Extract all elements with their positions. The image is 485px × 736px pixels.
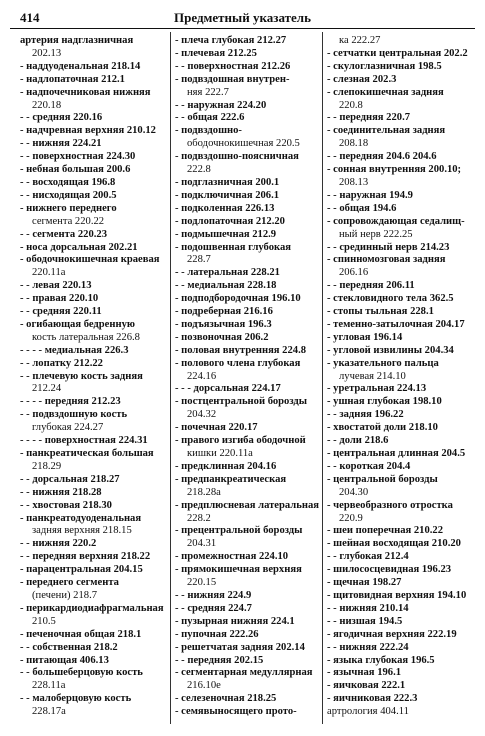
index-entry: - спинномозговая задняя bbox=[327, 254, 446, 266]
index-entry: - сегментарная медуллярная bbox=[175, 667, 313, 679]
index-entry: - - поверхностная 224.30 bbox=[20, 151, 136, 163]
index-entry: - - - - передняя 212.23 bbox=[20, 396, 121, 408]
index-entry: - яичниковая 222.3 bbox=[327, 693, 418, 705]
index-entry: 212.24 bbox=[32, 383, 62, 395]
index-entry: - языка глубокая 196.5 bbox=[327, 654, 435, 666]
index-column-3 bbox=[327, 35, 482, 719]
header-rule bbox=[10, 28, 475, 29]
index-entry: - - общая 222.6 bbox=[175, 112, 245, 124]
page-header bbox=[10, 8, 475, 28]
index-entry: - червеобразного отростка bbox=[327, 499, 453, 511]
index-entry: - шеи поперечная 210.22 bbox=[327, 525, 443, 537]
index-entry: - - - - медиальная 226.3 bbox=[20, 344, 129, 356]
index-entry: - - доли 218.6 bbox=[327, 435, 389, 447]
index-entry: - подключичная 206.1 bbox=[175, 189, 280, 201]
index-entry: - носа дорсальная 202.21 bbox=[20, 241, 138, 253]
index-entry: - питающая 406.13 bbox=[20, 654, 109, 666]
index-entry: лучевая 214.10 bbox=[339, 370, 406, 382]
index-entry: - теменно-затылочная 204.17 bbox=[327, 318, 465, 330]
index-entry: - центральной борозды bbox=[327, 473, 438, 485]
index-entry: - предплюсневая латеральная bbox=[175, 499, 319, 511]
index-entry: - щитовидная верхняя 194.10 bbox=[327, 589, 467, 601]
index-column-2 bbox=[175, 35, 325, 719]
index-entry: - - правая 220.10 bbox=[20, 293, 99, 305]
index-entry: - - средняя 220.16 bbox=[20, 112, 103, 124]
index-column-1 bbox=[20, 35, 168, 719]
index-entry: 228.7 bbox=[187, 254, 211, 266]
index-entry: ка 222.27 bbox=[339, 35, 381, 46]
index-entry: - - подвздошную кость bbox=[20, 409, 128, 421]
index-entry: 218.29 bbox=[32, 460, 62, 472]
index-entry: - ободочнокишечная краевая bbox=[20, 254, 160, 266]
index-entry: 204.31 bbox=[187, 538, 217, 550]
index-entry: - подподбородочная 196.10 bbox=[175, 293, 301, 305]
index-entry: - - общая 194.6 bbox=[327, 202, 397, 214]
index-entry: - - передняя 204.6 204.6 bbox=[327, 151, 437, 163]
index-entry: - слепокишечная задняя bbox=[327, 86, 444, 98]
index-entry: - угловая 196.14 bbox=[327, 331, 403, 343]
index-entry: - - нижняя 224.21 bbox=[20, 138, 102, 150]
index-entry: - полового члена глубокая bbox=[175, 357, 301, 369]
index-entry: - стопы тыльная 228.1 bbox=[327, 306, 434, 318]
index-entry: - - передняя верхняя 218.22 bbox=[20, 551, 151, 563]
index-entry: - - короткая 204.4 bbox=[327, 460, 411, 472]
index-entry: - - наружная 194.9 bbox=[327, 189, 413, 201]
index-entry: 224.16 bbox=[187, 370, 217, 382]
index-entry: 228.2 bbox=[187, 512, 211, 524]
index-entry: 220.15 bbox=[187, 577, 217, 589]
index-entry: сегмента 220.22 bbox=[32, 215, 105, 227]
index-entry: - прямокишечная верхняя bbox=[175, 564, 302, 576]
index-entry: - - - дорсальная 224.17 bbox=[175, 383, 281, 395]
index-entry: - подколенная 226.13 bbox=[175, 202, 275, 214]
index-entry: - прецентральной борозды bbox=[175, 525, 303, 537]
index-entry: - половая внутренняя 224.8 bbox=[175, 344, 307, 356]
index-entry: - пупочная 222.26 bbox=[175, 628, 259, 640]
index-entry: 208.18 bbox=[339, 138, 369, 150]
index-entry: 208.13 bbox=[339, 176, 369, 188]
index-entry: кишки 220.11а bbox=[187, 448, 253, 459]
index-entry: - - нижняя 224.9 bbox=[175, 589, 252, 601]
index-entry: - огибающая бедренную bbox=[20, 318, 135, 330]
index-entry: - печеночная общая 218.1 bbox=[20, 628, 142, 640]
index-entry: - - наружная 224.20 bbox=[175, 99, 267, 111]
index-entry: - промежностная 224.10 bbox=[175, 551, 289, 563]
index-entry: 220.18 bbox=[32, 99, 62, 111]
index-entry: - правого изгиба ободочной bbox=[175, 435, 306, 447]
index-entry: 228.11а bbox=[32, 680, 66, 692]
index-entry: - парацентральная 204.15 bbox=[20, 564, 143, 576]
index-entry: - селезеночная 218.25 bbox=[175, 693, 277, 705]
index-entry: - перикардиодиафрагмальная bbox=[20, 602, 164, 614]
index-entry: - переднего сегмента bbox=[20, 577, 119, 589]
index-entry: - постцентральной борозды bbox=[175, 396, 308, 408]
index-entry: - слезная 202.3 bbox=[327, 73, 397, 85]
index-entry: - панкреатическая большая bbox=[20, 448, 154, 459]
index-entry: - ушная глубокая 198.10 bbox=[327, 396, 442, 408]
index-entry: - - - - поверхностная 224.31 bbox=[20, 435, 148, 447]
index-entry: - семявыносящего прото- bbox=[175, 706, 297, 718]
index-entry: - подвздошно- bbox=[175, 125, 242, 137]
index-entry: - - поверхностная 212.26 bbox=[175, 60, 291, 72]
index-entry: - пузырная нижняя 224.1 bbox=[175, 615, 295, 627]
index-entry: - указательного пальца bbox=[327, 357, 439, 369]
index-entry: - центральная длинная 204.5 bbox=[327, 448, 466, 459]
index-entry: - плеча глубокая 212.27 bbox=[175, 35, 287, 46]
index-entry: - решетчатая задняя 202.14 bbox=[175, 641, 305, 653]
index-entry: - - срединный нерв 214.23 bbox=[327, 241, 450, 253]
index-entry: - позвоночная 206.2 bbox=[175, 331, 269, 343]
index-entry: 202.13 bbox=[32, 47, 62, 59]
page-number: 414 bbox=[20, 10, 40, 25]
index-entry: - надпочечниковая нижняя bbox=[20, 86, 151, 98]
index-entry: - подлопаточная 212.20 bbox=[175, 215, 285, 227]
index-entry: - наддуоденальная 218.14 bbox=[20, 60, 141, 72]
index-entry: - угловой извилины 204.34 bbox=[327, 344, 454, 356]
index-entry: глубокая 224.27 bbox=[32, 422, 104, 434]
index-entry: 216.10е bbox=[187, 680, 221, 692]
index-entry: - - дорсальная 218.27 bbox=[20, 473, 120, 485]
index-entry: 204.32 bbox=[187, 409, 217, 421]
index-entry: - сетчатки центральная 202.2 bbox=[327, 47, 468, 59]
index-entry: - - передняя 206.11 bbox=[327, 280, 415, 292]
index-entry: - - малоберцовую кость bbox=[20, 693, 132, 705]
index-entry: - предпанкреатическая bbox=[175, 473, 287, 485]
index-entry: артрология 404.11 bbox=[327, 706, 409, 718]
index-entry: - ягодичная верхняя 222.19 bbox=[327, 628, 457, 640]
index-entry: 220.11а bbox=[32, 267, 66, 279]
index-entry: - подъязычная 196.3 bbox=[175, 318, 272, 330]
index-entry: - сонная внутренняя 200.10; bbox=[327, 164, 462, 176]
index-entry: няя 222.7 bbox=[187, 86, 229, 98]
index-entry: 228.17а bbox=[32, 706, 66, 718]
index-entry: - подвздошная внутрен- bbox=[175, 73, 290, 85]
index-entry: кость латеральная 226.8 bbox=[32, 331, 140, 343]
index-entry: - панкреатодуоденальная bbox=[20, 512, 142, 524]
index-entry: - уретральная 224.13 bbox=[327, 383, 427, 395]
index-entry: - - собственная 218.2 bbox=[20, 641, 118, 653]
index-entry: 220.8 bbox=[339, 99, 363, 111]
index-entry: - - лопатку 212.22 bbox=[20, 357, 103, 369]
index-entry: - подглазничная 200.1 bbox=[175, 176, 280, 188]
index-entry: ный нерв 222.25 bbox=[339, 228, 413, 240]
index-entry: - щечная 198.27 bbox=[327, 577, 402, 589]
index-entry: - почечная 220.17 bbox=[175, 422, 258, 434]
index-entry: - - большеберцовую кость bbox=[20, 667, 143, 679]
index-entry: - - нижняя 220.2 bbox=[20, 538, 97, 550]
index-entry: - соединительная задняя bbox=[327, 125, 446, 137]
index-entry: - надчревная верхняя 210.12 bbox=[20, 125, 156, 137]
index-entry: 210.5 bbox=[32, 615, 56, 627]
index-entry: - подвздошно-поясничная bbox=[175, 151, 299, 163]
index-entry: - - низшая 194.5 bbox=[327, 615, 403, 627]
index-entry: - - нижняя 210.14 bbox=[327, 602, 409, 614]
running-title: Предметный указатель bbox=[174, 10, 311, 25]
index-entry: - предклинная 204.16 bbox=[175, 460, 277, 472]
index-entry: - нижнего переднего bbox=[20, 202, 117, 214]
index-entry: - - средняя 224.7 bbox=[175, 602, 252, 614]
index-entry: - подмышечная 212.9 bbox=[175, 228, 277, 240]
index-entry: - - медиальная 228.18 bbox=[175, 280, 277, 292]
index-entry: - - средняя 220.11 bbox=[20, 306, 102, 318]
index-entry: - - передняя 202.15 bbox=[175, 654, 264, 666]
index-entry: - хвостатой доли 218.10 bbox=[327, 422, 438, 434]
index-entry: - небная большая 200.6 bbox=[20, 164, 131, 176]
index-entry: - скулоглазничная 198.5 bbox=[327, 60, 442, 72]
index-entry: - стекловидного тела 362.5 bbox=[327, 293, 454, 305]
index-entry: - - глубокая 212.4 bbox=[327, 551, 409, 563]
index-entry: - - хвостовая 218.30 bbox=[20, 499, 112, 511]
index-entry: - - нижняя 222.24 bbox=[327, 641, 409, 653]
index-entry: 204.30 bbox=[339, 486, 369, 498]
index-entry: 220.9 bbox=[339, 512, 363, 524]
index-entry: - яичковая 222.1 bbox=[327, 680, 406, 692]
index-entry: ободочнокишечная 220.5 bbox=[187, 138, 300, 150]
index-entry: задняя верхняя 218.15 bbox=[32, 525, 132, 537]
index-entry: (печени) 218.7 bbox=[32, 589, 98, 601]
index-entry: - - левая 220.13 bbox=[20, 280, 92, 292]
index-entry: 222.8 bbox=[187, 164, 211, 176]
index-entry: - подреберная 216.16 bbox=[175, 306, 273, 318]
index-entry: 206.16 bbox=[339, 267, 369, 279]
index-entry: - - задняя 196.22 bbox=[327, 409, 404, 421]
index-entry: 218.28а bbox=[187, 486, 221, 498]
index-entry: - - восходящая 196.8 bbox=[20, 176, 116, 188]
index-entry: артерия надглазничная bbox=[20, 35, 134, 46]
index-entry: - плечевая 212.25 bbox=[175, 47, 257, 59]
index-entry: - надлопаточная 212.1 bbox=[20, 73, 125, 85]
index-entry: - - нижняя 218.28 bbox=[20, 486, 102, 498]
index-entry: - - плечевую кость задняя bbox=[20, 370, 143, 382]
index-entry: - - сегмента 220.23 bbox=[20, 228, 107, 240]
index-entry: - шейная восходящая 210.20 bbox=[327, 538, 461, 550]
index-entry: - - передняя 220.7 bbox=[327, 112, 411, 124]
index-entry: - подошвенная глубокая bbox=[175, 241, 291, 253]
index-entry: - - латеральная 228.21 bbox=[175, 267, 280, 279]
column-divider bbox=[170, 32, 171, 724]
index-entry: - - нисходящая 200.5 bbox=[20, 189, 117, 201]
index-entry: - язычная 196.1 bbox=[327, 667, 402, 679]
index-entry: - сопровождающая седалищ- bbox=[327, 215, 465, 227]
index-entry: - шилососцевидная 196.23 bbox=[327, 564, 452, 576]
